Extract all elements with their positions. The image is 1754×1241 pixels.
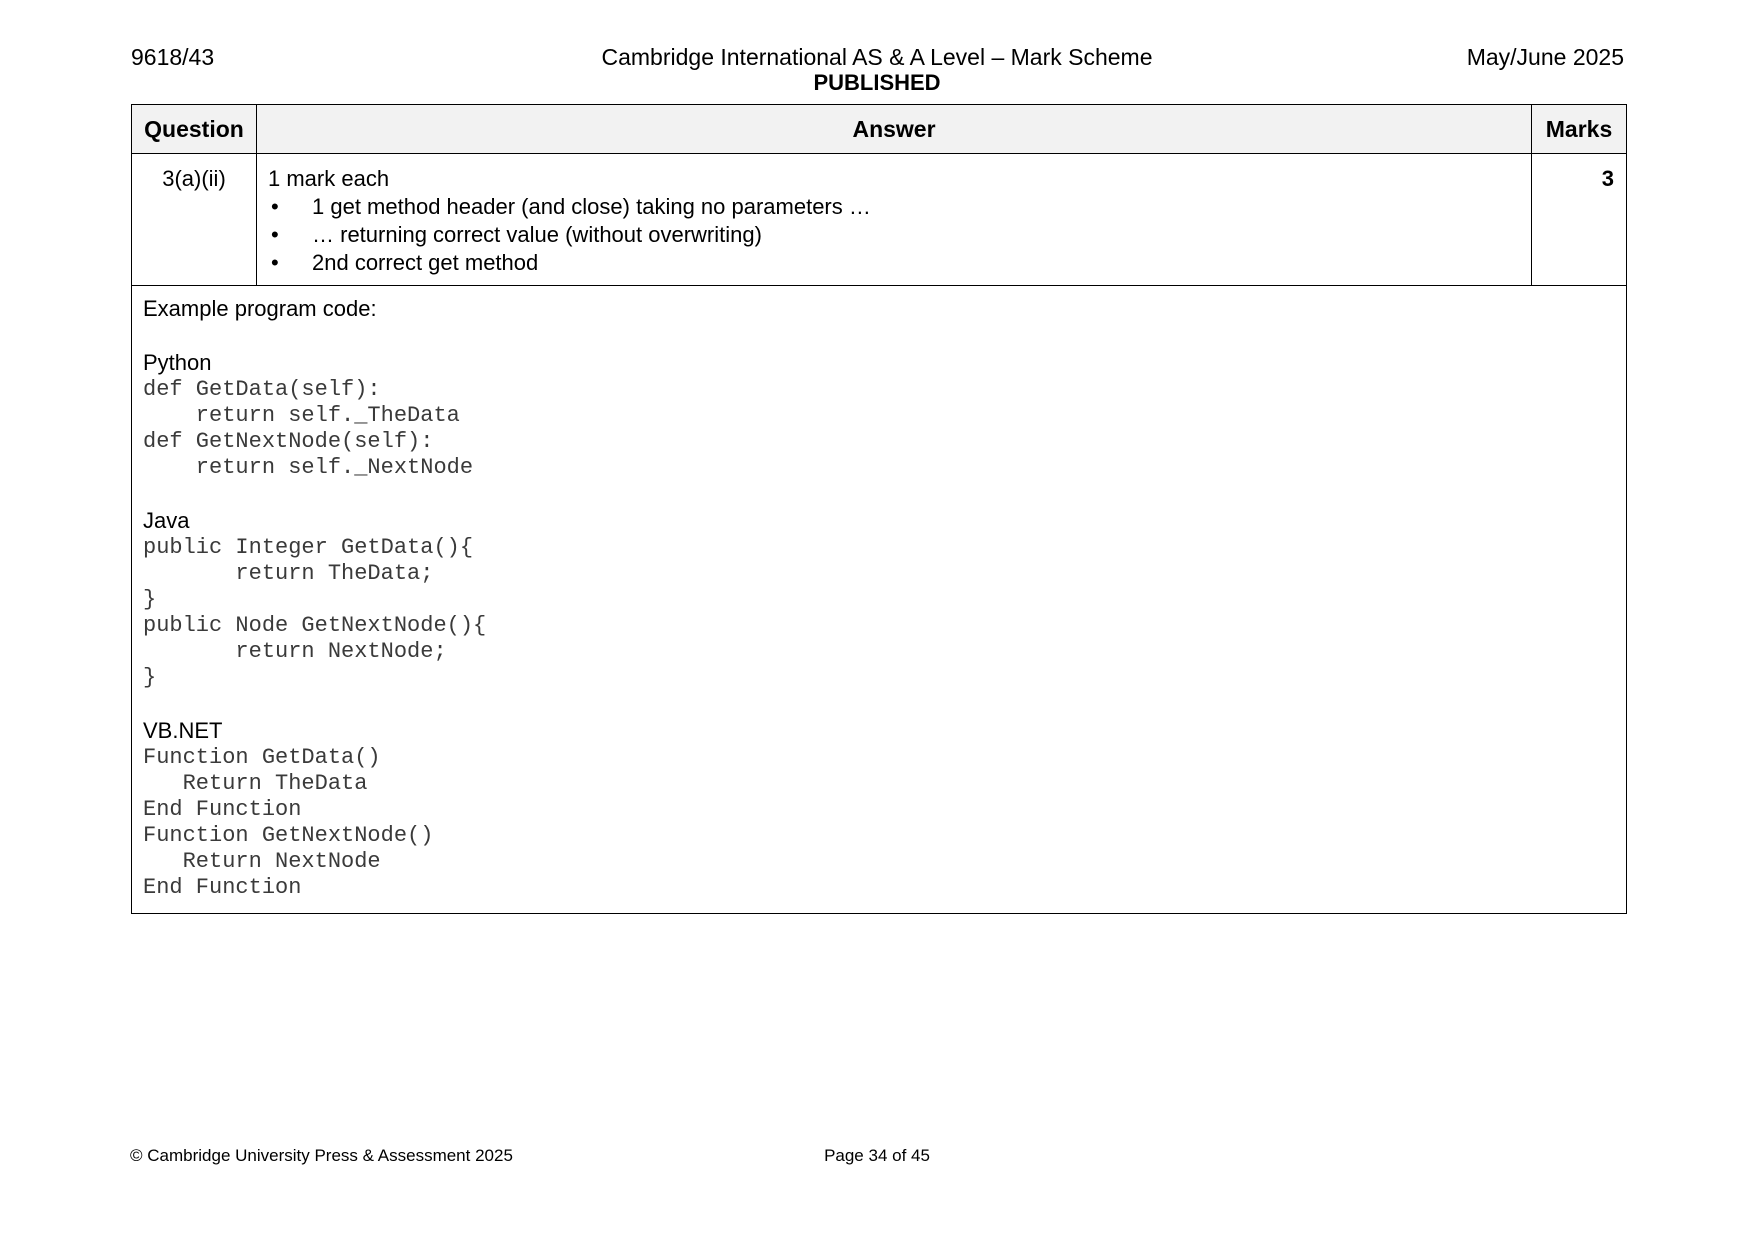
mark-point	[268, 193, 1521, 221]
copyright-notice: © Cambridge University Press & Assessment 2025	[130, 1146, 513, 1165]
table-row	[132, 286, 1627, 914]
bullet-icon: •	[271, 250, 279, 275]
mark-points-list	[268, 193, 1521, 277]
example-intro: Example program code:	[143, 296, 377, 321]
column-header-question: Question	[132, 105, 257, 154]
document-title: Cambridge International AS & A Level – Mark Scheme	[601, 44, 1153, 70]
table-header-row	[132, 105, 1627, 154]
code-block-python: def GetData(self): return self._TheData def GetNextNode(self): return self._NextNode	[143, 377, 474, 480]
marks-value: 3	[1532, 154, 1627, 286]
language-label-python: Python	[143, 350, 212, 375]
code-block-java: public Integer GetData(){ return TheData; } public Node GetNextNode(){ return NextNode; }	[143, 535, 487, 690]
bullet-icon: •	[271, 194, 279, 219]
column-header-answer: Answer	[257, 105, 1532, 154]
mark-point-text: 2nd correct get method	[312, 250, 539, 275]
mark-point-text: 1 get method header (and close) taking no parameters …	[312, 194, 871, 219]
mark-scheme-table	[131, 104, 1627, 914]
answer-intro: 1 mark each	[268, 166, 390, 191]
mark-point-text: … returning correct value (without overwriting)	[312, 222, 762, 247]
mark-point	[268, 249, 1521, 277]
language-label-java: Java	[143, 508, 190, 533]
column-header-marks: Marks	[1532, 105, 1627, 154]
page-number: Page 34 of 45	[824, 1146, 930, 1165]
exam-session: May/June 2025	[1466, 44, 1624, 70]
table-row	[132, 154, 1627, 286]
example-code-cell	[132, 286, 1627, 914]
question-number: 3(a)(ii)	[132, 154, 257, 286]
code-block-vbnet: Function GetData() Return TheData End Function Function GetNextNode() Return NextNode End Function	[143, 745, 434, 900]
bullet-icon: •	[271, 222, 279, 247]
published-label: PUBLISHED	[813, 70, 941, 95]
language-label-vbnet: VB.NET	[143, 718, 223, 743]
answer-cell	[257, 154, 1532, 286]
mark-point	[268, 221, 1521, 249]
paper-code: 9618/43	[131, 44, 215, 70]
